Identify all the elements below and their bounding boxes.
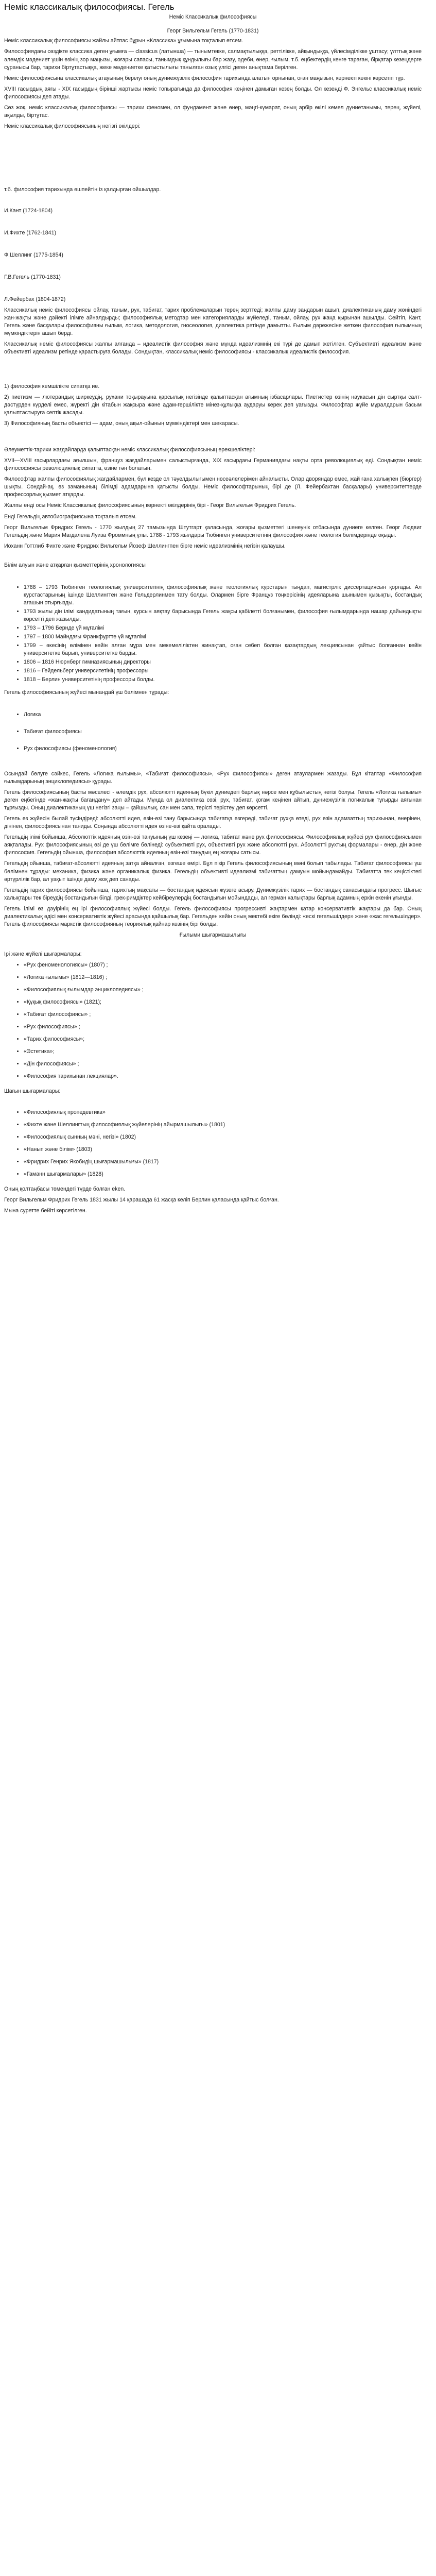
body-paragraph: Әлеуметтік-тарихи жағдайларда қалыптасқан неміс классикалық философиясының ерекшеліктері:	[4, 447, 255, 453]
intro-paragraph: Неміс классикалық философиясы жайлы айтпас бұрын «Классика» ұғымына тоқталып өтсем.	[4, 38, 243, 44]
chronology-item: • 1818 – Берлин университетінің профессоры болды.	[24, 676, 422, 684]
spacer	[4, 942, 422, 951]
system-part-item: • Логика	[24, 711, 422, 719]
philosopher-name: И.Кант (1724-1804)	[4, 207, 53, 214]
spacer	[4, 133, 422, 157]
early-works-list	[4, 1109, 422, 1178]
intro-paragraph: Неміс классикалық философиясының негізгі өкілдері:	[4, 123, 141, 129]
chronology-item: • 1793 – 1796 Бернде үй мұғалімі	[24, 624, 422, 632]
philosopher-name: Л.Фейербах (1804-1872)	[4, 296, 66, 302]
system-part-item: • Табиғат философиясы	[24, 728, 422, 736]
philosopher-name: И.Фихте (1762-1841)	[4, 229, 56, 236]
chronology-list	[4, 584, 422, 684]
work-item: • «Рух философиясы» ;	[24, 1023, 422, 1031]
work-item: • «Дін философиясы» ;	[24, 1060, 422, 1068]
spacer	[4, 157, 422, 181]
numbered-item: 1) философия кемшілікте сипатқа ие.	[4, 383, 100, 390]
spacer	[4, 1098, 422, 1107]
body-paragraph: Гегельдің ойынша, табиғат-абсолютті идеяның затқа айналған, өзгеше өмірі. Бұл пікір Гегель философиясының мәні болып табылады. Табиғат философиясы үш бөлімнен тұрады: механика, физика және органикалық физика. Гегельдің объективті идеализмі табиғаттың дамуын мойындамайды. Табиғатта тек кеңістіктегі әртүрлілік бар, ал уақыт ішінде даму жоқ деп санады.	[4, 860, 422, 883]
philosophers-list	[4, 207, 422, 303]
body-paragraph: Философтар жалпы философиялық жағдайлармен, бұл кезде ол тәуелдылығымен нөсеәлелерімен айналысты. Олар дворяндар емес, жай ғана халықпен (бюргер) шықты. Сондай-ақ, өз заманының білімді адамдарына қатысты болды. Неміс философтарының бірі де (Л. Фейербахтан басқалары) университеттерде профессорлық қызмет атқарды.	[4, 476, 422, 498]
body-paragraph: Гегельдің ілімі бойынша, Абсолюттік идеяның өзін-өзі тануының үш кезеңі — логика, табиғат және рух философиясы. Философиялық жүйесі рух философиясымен аяқталады. Рух философиясының өзі де үш бөлімге бөлінеді: субъективті рух, объективті рух және абсолютті рух. Абсолютті рухтың формалары - өнер, дін және философия. Гегельдің ойынша, философия абсолюттік идеяның өзін-өзі танудың ең жоғары сатысы.	[4, 834, 422, 856]
body-paragraph: Классикалық неміс философиясы ойлау, таным, рух, табиғат, тарих проблемаларын терең зерттеді; жалпы даму заңдарын ашып, диалектиканың даму жөніндегі жан-жақты және дәйекті ілімге айналдырды; философиялық методтар мен категорияларды жүйеледі, таным, ойлау, рух жаңа қырынан ашылды. Сейтіп, Кант, Гегель және басқалары философияны ғылым, логика, методология, гносеология, диалектика ретінде дамытты. Ғылым дәрежесіне жеткен философия ғылымның мүмкіндіктерін ашып берді.	[4, 307, 422, 337]
spacer	[4, 431, 422, 446]
philosopher-name: Г.В.Гегель (1770-1831)	[4, 274, 61, 280]
work-item: • «Философиялық пропедевтика»	[24, 1109, 422, 1116]
body-paragraph: Гегель өз жүйесін былай түсіндіреді: абсолютті идея, өзін-өзі тану барысында табиғатқа өзгереді, табиғат рухқа өтеді, рух өзін адамзаттың тарихынан, өнерінен, дінінен, философиясынан таниды. Соңында абсолютті идея өзіне-өзі қайта оралады.	[4, 816, 422, 830]
spacer	[4, 572, 422, 581]
page-subtitle: Неміс Классикалық философиясы	[169, 14, 257, 21]
philosopher-name: Ф.Шеллинг (1775-1854)	[4, 251, 63, 258]
work-item: • «Философия тарихынан лекциялар».	[24, 1073, 422, 1080]
spacer	[4, 762, 422, 770]
work-item: • «Рух феноменологиясы» (1807) ;	[24, 961, 422, 969]
numbered-item: 2) пиетизм — лютерандық ширкеудің, рухани тоқырауына қарсылық негізінде қалыптасқан ағымның ізбасарлары. Пиетистер өзінің наукасын дін сыртқы салт-дәстүрден күрделі емес, жүректі дін кітабын жақсыра және адам-гершілікте мінез-құлыққа аударуы керек деп уағызды. Философтар жүйе мұралдарын басым қалыптастыруға септік жасады.	[4, 394, 422, 416]
body-paragraph: XVII—XVIII ғасырлардағы ағылшын, француз жағдайларымен салыстырғанда, XIX ғасырдағы Германиядағы нақты орта революциялық еді. Сондықтан неміс философиясы революциялық сипатта, өзіне тән болатын.	[4, 457, 422, 472]
body-paragraph: Георг Вильгельм Фридрих Гегель - 1770 жылдың 27 тамызында Штутгарт қаласында, жоғары қызметтегі шенеунік отбасында дүниеге келген. Георг Людвиг Гегельдің және Мария Магдалена Луиза Фроммның ұлы. 1788 - 1793 жылдары Тюбинген университетінің философия және теология бөлімдерінде оқыды.	[4, 524, 422, 538]
chronology-item: • 1806 – 1816 Нюрнберг гимназиясының директоры	[24, 658, 422, 666]
spacer	[4, 553, 422, 562]
intro-paragraph: Философиядағы сөздікте классика деген ұғымға — classicus (латынша) — тынымтекке, салмақтылыққа, реттілікке, айқындыққа, үйлесімділікке ұштасу; үлттық және әлемдік мәдениет үшін өзінің зор маңызы, жоғары сапасы, танымдық құндылығы бар жазу, әдеби, өнер, ғылым, т.б. еңбектердің кенге тараған, бірқатар кезеңдерге сұранысы бар, тарихи біртұтастыққа, жеке мәдениетке қатыстылығы танылған озық үлгісі деген анықтама берілген.	[4, 48, 422, 71]
body-paragraph: Оның қолтаңбасы төмендегі түрде болған еken.	[4, 1186, 126, 1193]
body-paragraph: Жалпы енді осы Неміс Классикалық философиясының көрнекті өкілдерінің бірі - Георг Вильгельм Фридрих Гегель.	[4, 502, 296, 509]
work-item: • «Табиғат философиясы» ;	[24, 1011, 422, 1019]
numbered-item: 3) Философияның басты объектісі — адам, оның ақыл-ойының мүмкіндіктері мен шекарасы.	[4, 420, 239, 427]
work-item: • «Фридрих Генрих Якобидің шығармашылығы» (1817)	[24, 1158, 422, 1166]
work-item: • «Логика ғылымы» (1812—1816) ;	[24, 974, 422, 981]
early-works-heading: Шағын шығармалары:	[4, 1088, 61, 1095]
work-item: • «Философиялық сынның мәні, негізі» (1802)	[24, 1133, 422, 1141]
numbered-list	[4, 383, 422, 428]
system-section	[4, 770, 422, 928]
chronology-item: • 1788 – 1793 Тюбинген теологиялық университетінің философиялық және теологиялық курстарын тыңдап, магистрлік диссертациясын қорғады. Ал курстастарының ішінде Шеллингтен және Гельдерлинмен тату болды. Олармен бірге Француз төңкерісінің идеяларына шынымен қызықты, бостандық ағашын отырғызды.	[24, 584, 422, 607]
chronology-heading: Білім алуын және атқарған қызметтерінің хронологиясы	[4, 562, 146, 568]
body-paragraph: Гегельдің тарих философиясы бойынша, тарихтың мақсаты — бостандық идеясын жүзеге асыру. Дүниежүзілік тарих — бостандық санасындағы прогресс. Шығыс халықтары тек біреудің бостандығын білді, грек-римдіктер кейбіреулердің бостандығын мойындады, ал герман халықтары барлық адамның еркін екенін ұғынды.	[4, 887, 422, 901]
work-item: • «Гаманн шығармалары» (1828)	[24, 1171, 422, 1178]
major-works-list	[4, 961, 422, 1080]
article	[0, 0, 427, 1221]
philosophers-note: т.б. философия тарихында өшпейтін із қалдырған ойшылдар.	[4, 186, 161, 193]
context-section	[4, 446, 422, 569]
spacer	[4, 700, 422, 708]
intro-paragraph: Неміс философиясына классикалық атауының берілуі оның дүниежүзілік философия тарихында алатын орнынан, оған маңызын, көрнекті көкіні көрсетіп тұр.	[4, 75, 405, 81]
intro-paragraph: XVIII ғасырдың аяғы - XIX ғасырдың бірінші жартысы неміс топырағында да философия кеңінен дамыған кезең болды. Ол кезеңді Ф. Энгельс классикалық неміс философиясы деп атады.	[4, 86, 422, 100]
main-section	[4, 307, 422, 356]
work-item: • «Эстетика»;	[24, 1048, 422, 1056]
body-paragraph: Енді Гегельдің автобиографиясына тоқталып өтсем.	[4, 513, 137, 520]
system-part-item: • Рух философиясы (феноменология)	[24, 745, 422, 753]
works-heading: Ғылыми шығармашылығы	[179, 931, 247, 938]
work-item: • «Құқық философиясы» (1821);	[24, 998, 422, 1006]
body-paragraph: Гегель ілімі өз дәуірінің ең ірі философиялық жүйесі болды. Гегель философиясы прогрессивті жақтармен қатар консервативтік жақтары да бар. Оның диалектикалық әдісі мен консервативтік жүйесі арасында қайшылық бар. Гегельден кейін оның мектебі екіге бөлінді: «ескі гегельшілдер» және «жас гегельшілдер». Гегель философиясы маркстік философияның теориялық қайнар көзінің бірі болды.	[4, 905, 422, 927]
system-parts-list	[4, 711, 422, 753]
work-item: • «Тарих философиясы»;	[24, 1036, 422, 1043]
intro-section	[4, 37, 422, 130]
work-item: • «Философиялық ғылымдар энциклопедиясы» ;	[24, 986, 422, 994]
work-item: • «Нанып және білім» (1803)	[24, 1146, 422, 1154]
page-title: Неміс классикалық философиясы. Гегель	[4, 2, 175, 12]
chronology-item: • 1816 – Гейдельберг университетінің профессоры	[24, 667, 422, 675]
body-paragraph: Георг Вильгельм Фридрих Гегель 1831 жылы 14 қарашада 61 жасқа келіп Берлин қаласында қайтыс болған.	[4, 1197, 279, 1204]
chronology-item: • 1793 жылы дін ілімі кандидатының тағын, курсын аяқтау барысында Гегель жақсы қабілетті болғанымен, философия ғылымдарында нашар дайындықты көрсетті деп жазылды.	[24, 608, 422, 623]
intro-paragraph: Сөз жоқ, неміс классикалық философиясы — тарихи феномен, ол фундамент және өнер, мәңгі-күмарат, оның арбір өкілі кемел дүниетанымы, терең, жүйелі, ақылды, біртұтас.	[4, 104, 422, 118]
author-heading: Георг Вильгельм Гегель (1770-1831)	[167, 28, 259, 35]
body-paragraph: Иоханн Готтлиб Фихте және Фридрих Вильгельм Йозеф Шеллингпен бірге неміс идеализмінің негізін қалаушы.	[4, 543, 286, 549]
body-paragraph: Гегель философиясының басты мәселесі - әлемдік рух, абсолютті идеяның бүкіл дүниедегі барлық нәрсе мен құбылыстың негізі болуы. Гегель «Логика ғылымы» деген еңбегінде «жан-жақты бағандану» деп айтады. Мұнда ол диалектика сөзі, рух, табиғат, қоғам кеңінен айтып, дүниежүзілік логикалық тұғырды аяғынан тұрғызды. Оның диалектиканың үш негізгі заңы – қайшылық, сан мен сапа, терісті терістеу деп көрсетті.	[4, 789, 422, 811]
closing-section	[4, 1185, 422, 1215]
work-item: • «Фихте және Шеллингтың философиялық жүйелерінің айырмашылығы» (1801)	[24, 1121, 422, 1129]
spacer	[4, 359, 422, 383]
body-paragraph: Классикалық неміс философиясы жалпы алғанда – идеалистік философия және мұнда идеализмнің екі түрі де дамып жетілген. Субъективті идеализм және объективті идеализм ретінде қарастыруға болады. Сондықтан, классикалық неміс философиясы - классикалық идеалистік философия.	[4, 341, 422, 355]
chronology-item: • 1797 – 1800 Майндағы Франкфуртте үй мұғалімі	[24, 633, 422, 641]
body-paragraph: Мына суретте бейіті көрсетілген.	[4, 1208, 87, 1214]
system-intro: Гегель философиясының жүйесі мынандай үш бөлімнен тұрады:	[4, 689, 169, 696]
works-intro: Ірі және жүйелі шығармалары:	[4, 951, 82, 957]
body-paragraph: Осындай бөлуге сәйкес, Гегель «Логика ғылымы», «Табиғат философиясы», «Рух философиясы» деген атаулармен жазады. Бұл кітаптар «Философия ғылымдарының энциклопедиясы» құрады.	[4, 771, 422, 785]
chronology-item: • 1799 – әкесінің өлімінен кейін алған мұра мен мекемеліліктен жинақтап, оған себеп болған қазақтардың лекциясынан қайтыс болғаннан кейін университетке барып, университетке барды.	[24, 642, 422, 657]
